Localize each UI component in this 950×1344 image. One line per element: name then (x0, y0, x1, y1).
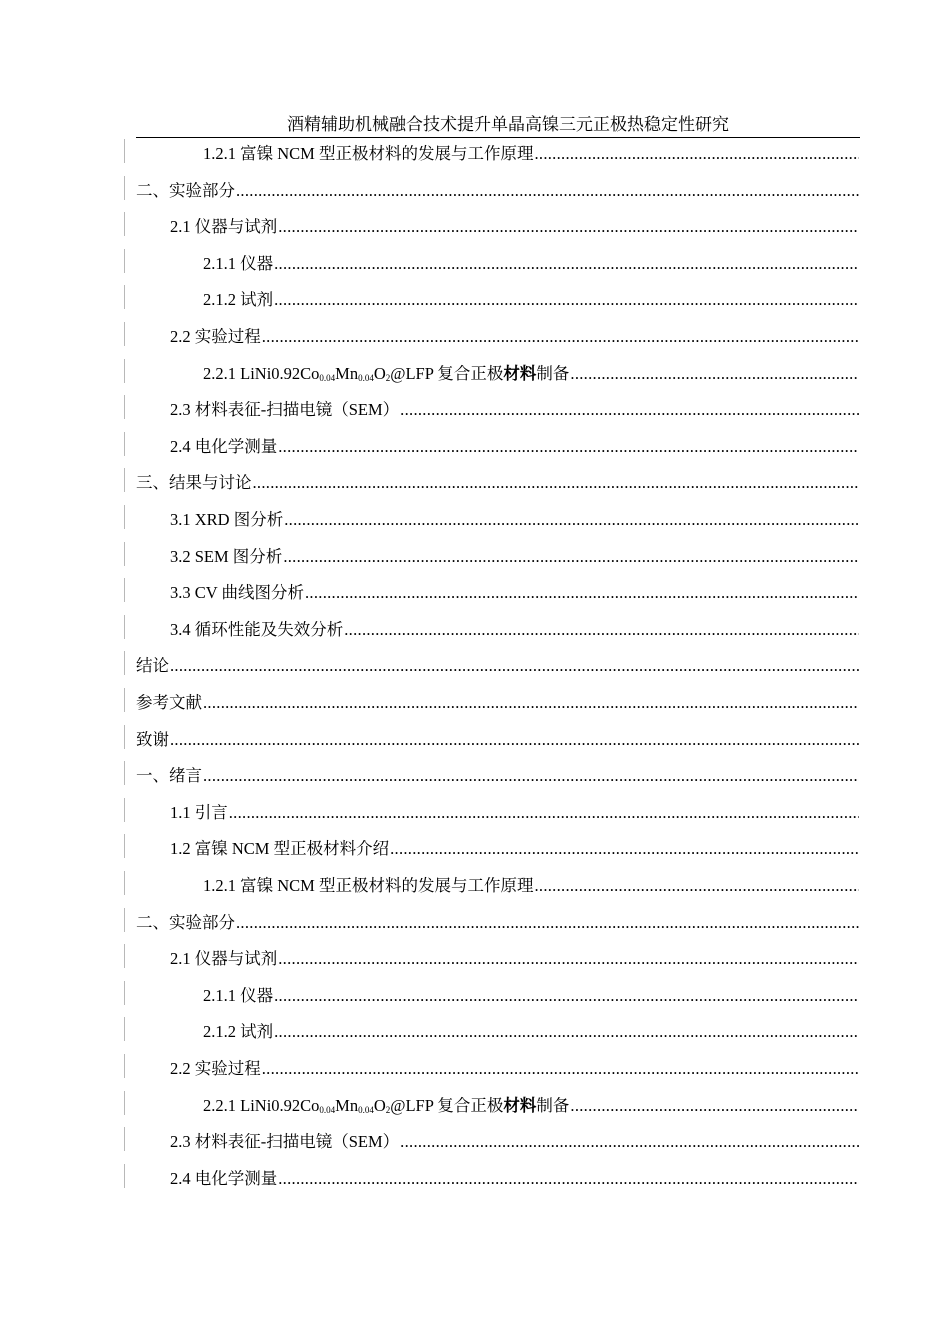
margin-marker (124, 834, 125, 858)
dot-leader (274, 1022, 859, 1042)
margin-marker (124, 505, 125, 529)
dot-leader (274, 254, 859, 274)
margin-marker (124, 176, 125, 200)
toc-entry-label: 1.2.1 富镍 NCM 型正极材料的发展与工作原理 (203, 876, 534, 895)
running-header-title: 酒精辅助机械融合技术提升单晶高镍三元正极热稳定性研究 (287, 115, 729, 134)
toc-entry[interactable] (136, 1059, 859, 1096)
toc-entry[interactable] (136, 913, 859, 950)
formula-subscript: 2 (385, 1104, 391, 1115)
toc-entry[interactable] (136, 583, 859, 620)
margin-marker (124, 1164, 125, 1188)
toc-entry[interactable] (136, 1169, 859, 1206)
dot-leader (390, 839, 859, 859)
margin-marker (124, 725, 125, 749)
dot-leader (253, 473, 860, 493)
dot-leader (305, 583, 859, 603)
dot-leader (274, 290, 859, 310)
running-header (136, 113, 860, 138)
toc-entry-label: 1.2 富镍 NCM 型正极材料介绍 (170, 839, 390, 859)
margin-marker (124, 1017, 125, 1041)
toc-entry-label: 3.2 SEM 图分析 (170, 546, 283, 566)
toc-entry-label: 2.1 仪器与试剂 (170, 949, 278, 969)
toc-entry[interactable] (136, 364, 859, 401)
margin-marker (124, 1091, 125, 1115)
formula-text: Mn (335, 1095, 359, 1115)
margin-marker (124, 1127, 125, 1151)
margin-marker (124, 908, 125, 932)
dot-leader (570, 364, 859, 384)
toc-entry-label: 2.4 电化学测量 (170, 1168, 278, 1188)
toc-entry[interactable] (136, 656, 859, 693)
toc-entry[interactable] (136, 290, 859, 327)
toc-entry[interactable] (136, 254, 859, 291)
margin-marker (124, 688, 125, 712)
toc-entry[interactable] (136, 730, 859, 767)
toc-entry[interactable] (136, 547, 859, 584)
toc-entry-label: 结论 (136, 656, 169, 676)
margin-marker (124, 542, 125, 566)
toc-entry-label: 2.2 实验过程 (170, 327, 261, 346)
dot-leader (278, 437, 859, 457)
dot-leader (203, 693, 859, 713)
toc-entry-label (203, 364, 569, 384)
toc-entry-label: 2.1.2 试剂 (203, 1022, 274, 1042)
dot-leader (534, 876, 859, 896)
formula-subscript: 0.04 (319, 372, 336, 383)
toc-entry-label: 2.1.1 仪器 (203, 253, 274, 273)
toc-entry-label: 2.3 材料表征-扫描电镜（SEM） (170, 1132, 400, 1152)
toc-entry[interactable] (136, 181, 859, 218)
dot-leader (170, 730, 859, 750)
formula-text: @LFP 复合正极 (390, 1095, 504, 1115)
toc-entry-label: 3.4 循环性能及失效分析 (170, 619, 344, 639)
formula-text: 2.2.1 LiNi0.92Co (203, 1095, 320, 1115)
dot-leader (400, 400, 859, 420)
toc-entry[interactable] (136, 949, 859, 986)
toc-entry[interactable] (136, 437, 859, 474)
dot-leader (283, 547, 859, 567)
dot-leader (236, 913, 859, 933)
toc-entry-label: 致谢 (136, 729, 169, 749)
toc-entry-label: 三、结果与讨论 (136, 473, 252, 493)
margin-marker (124, 981, 125, 1005)
dot-leader (284, 510, 859, 530)
toc-entry-label: 2.1.2 试剂 (203, 290, 274, 310)
dot-leader (344, 620, 859, 640)
dot-leader (170, 656, 859, 676)
toc-entry-label: 一、绪言 (136, 766, 202, 786)
margin-marker (124, 139, 125, 163)
margin-marker (124, 615, 125, 639)
toc-entry-label: 二、实验部分 (136, 180, 235, 200)
toc-entry[interactable] (136, 876, 859, 913)
formula-text: O (373, 363, 386, 383)
margin-marker (124, 1054, 125, 1078)
toc-entry-label: 1.1 引言 (170, 802, 228, 822)
toc-entry[interactable] (136, 693, 859, 730)
margin-marker (124, 798, 125, 822)
toc-entry-label (203, 1096, 569, 1116)
dot-leader (534, 144, 859, 164)
toc-entry-label: 1.2.1 富镍 NCM 型正极材料的发展与工作原理 (203, 144, 534, 163)
toc-entry[interactable] (136, 510, 859, 547)
margin-marker (124, 651, 125, 675)
formula-bold-text: 材料 (503, 1095, 537, 1115)
formula-subscript: 0.04 (358, 1104, 374, 1115)
dot-leader (236, 181, 859, 201)
toc-entry[interactable] (136, 986, 859, 1023)
toc-entry[interactable] (136, 766, 859, 803)
formula-subscript: 0.04 (319, 1104, 336, 1115)
toc-entry-label: 2.1 仪器与试剂 (170, 217, 278, 237)
formula-text: 制备 (536, 1095, 570, 1115)
margin-marker (124, 212, 125, 236)
formula-bold-text: 材料 (503, 363, 537, 383)
margin-marker (124, 322, 125, 346)
formula-text: @LFP 复合正极 (390, 363, 504, 383)
toc-entry[interactable] (136, 217, 859, 254)
dot-leader (262, 1059, 859, 1079)
formula-text: O (373, 1095, 386, 1115)
toc-entry-label: 2.3 材料表征-扫描电镜（SEM） (170, 400, 400, 420)
margin-marker (124, 578, 125, 602)
formula-text: Mn (335, 363, 359, 383)
margin-marker (124, 944, 125, 968)
toc-entry[interactable] (136, 839, 859, 876)
toc-entry-label: 参考文献 (136, 693, 202, 712)
dot-leader (274, 986, 859, 1006)
toc-entry[interactable] (136, 473, 859, 510)
dot-leader (570, 1096, 859, 1116)
formula-text: 制备 (536, 363, 570, 383)
dot-leader (278, 217, 859, 237)
toc-entry[interactable] (136, 1022, 859, 1059)
toc-entry-label: 2.4 电化学测量 (170, 436, 278, 456)
dot-leader (278, 1169, 859, 1189)
margin-marker (124, 432, 125, 456)
margin-marker (124, 761, 125, 785)
dot-leader (203, 766, 859, 786)
margin-marker (124, 359, 125, 383)
toc-entry-label: 二、实验部分 (136, 912, 235, 932)
toc-entry[interactable] (136, 620, 859, 657)
toc-entry[interactable] (136, 144, 859, 181)
toc-entry-label: 2.2 实验过程 (170, 1059, 261, 1078)
toc-entry[interactable] (136, 803, 859, 840)
toc-entry[interactable] (136, 327, 859, 364)
margin-marker (124, 249, 125, 273)
dot-leader (400, 1132, 859, 1152)
toc-entry-label: 3.1 XRD 图分析 (170, 510, 284, 529)
margin-marker (124, 285, 125, 309)
formula-subscript: 0.04 (358, 372, 374, 383)
margin-marker (124, 468, 125, 492)
formula-text: 2.2.1 LiNi0.92Co (203, 363, 320, 383)
dot-leader (278, 949, 859, 969)
margin-marker (124, 395, 125, 419)
toc-entry[interactable] (136, 400, 859, 437)
margin-marker (124, 871, 125, 895)
dot-leader (262, 327, 859, 347)
formula-subscript: 2 (385, 372, 391, 383)
toc-entry[interactable] (136, 1096, 859, 1133)
toc-entry-label: 3.3 CV 曲线图分析 (170, 583, 304, 603)
dot-leader (229, 803, 859, 823)
toc-entry[interactable] (136, 1132, 859, 1169)
toc-entry-label: 2.1.1 仪器 (203, 985, 274, 1005)
